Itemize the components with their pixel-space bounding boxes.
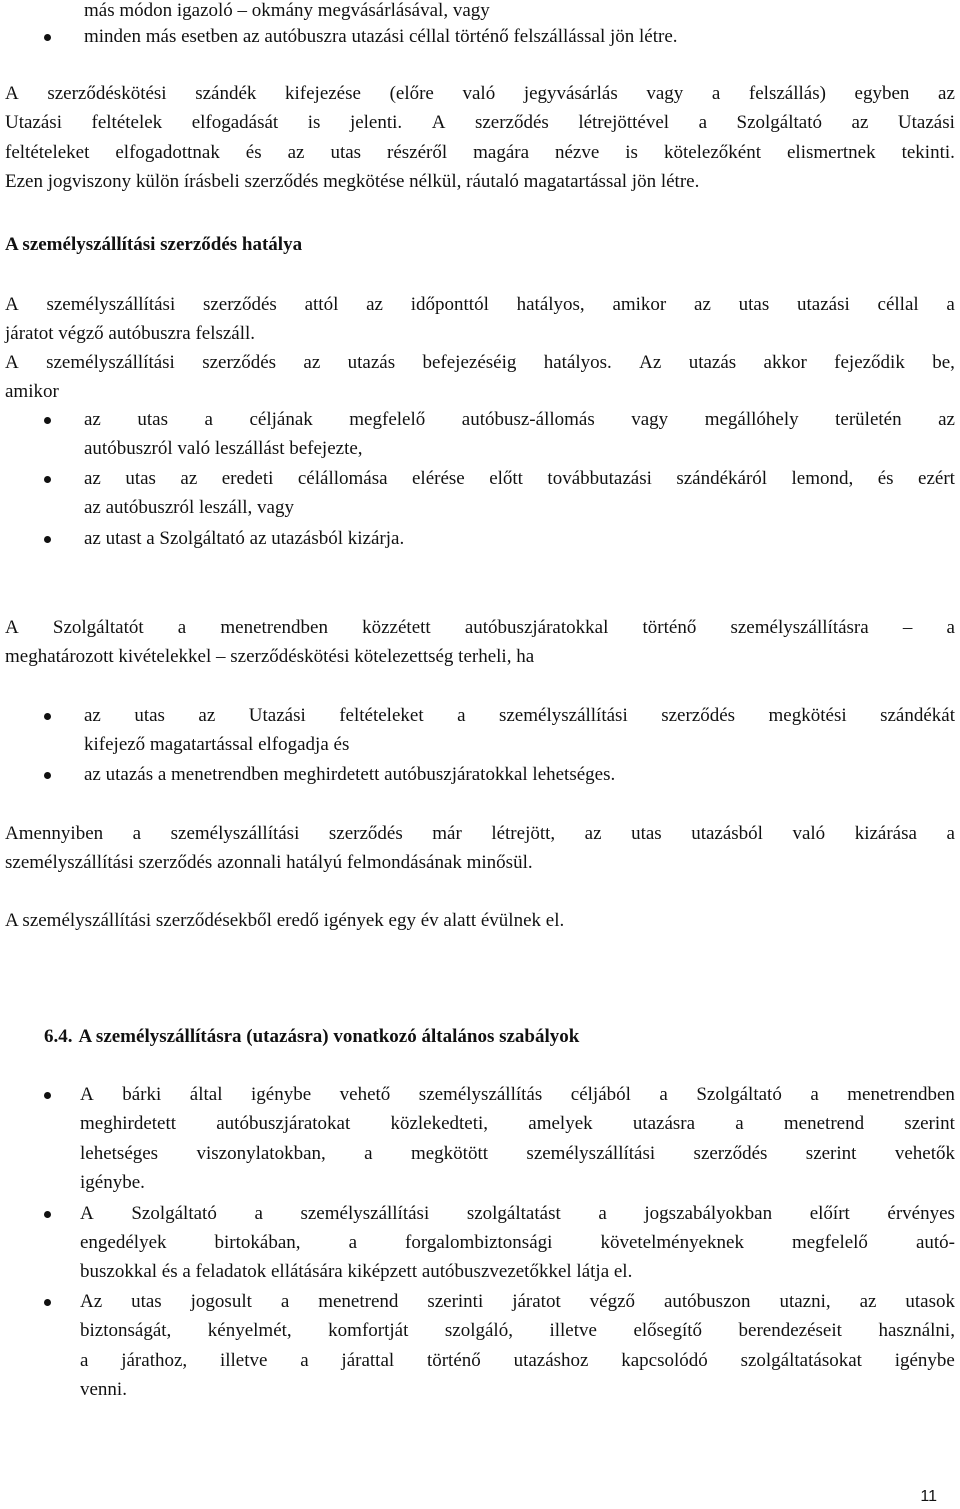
- list-item-line: igénybe.: [80, 1172, 145, 1193]
- paragraph-line: Amennyiben a személyszállítási szerződés már létrejött, az utas utazásból való kizárása a: [5, 823, 955, 844]
- list-item-line: kifejező magatartással elfogadja és: [84, 734, 350, 755]
- list-item-line: Az utas jogosult a menetrend szerinti járatot végző autóbuszon utazni, az utasok: [80, 1291, 955, 1312]
- bullet-icon: [44, 1299, 51, 1306]
- paragraph-line: A személyszállítási szerződésekből eredő igények egy év alatt évülnek el.: [5, 910, 565, 931]
- list-item-line: engedélyek birtokában, a forgalombiztonsági követelményeknek megfelelő autó-: [80, 1232, 955, 1253]
- section-title: A személyszállításra (utazásra) vonatkozó általános szabályok: [78, 1026, 580, 1047]
- list-item-line: lehetséges viszonylatokban, a megkötött személyszállítási szerződés szerint vehetők: [80, 1143, 955, 1164]
- paragraph-line: amikor: [5, 381, 59, 402]
- bullet-icon: [44, 772, 51, 779]
- bullet-icon: [44, 1211, 51, 1218]
- bullet-icon: [44, 713, 51, 720]
- page-number: 11: [920, 1488, 937, 1505]
- list-item-line: venni.: [80, 1379, 127, 1400]
- paragraph-line: A személyszállítási szerződés attól az időponttól hatályos, amikor az utas utazási céllal a: [5, 294, 955, 315]
- section-number: 6.4.: [44, 1026, 73, 1047]
- section-heading: A személyszállítási szerződés hatálya: [5, 234, 303, 255]
- paragraph-line: A Szolgáltatót a menetrendben közzétett autóbuszjáratokkal történő személyszállításra – a: [5, 617, 955, 638]
- list-item-line: biztonságát, kényelmét, komfortját szolgáló, illetve elősegítő berendezéseit használni,: [80, 1320, 955, 1341]
- paragraph-line: meghatározott kivételekkel – szerződéskötési kötelezettség terheli, ha: [5, 646, 535, 667]
- list-item-line: A Szolgáltató a személyszállítási szolgáltatást a jogszabályokban előírt érvényes: [80, 1203, 955, 1224]
- bullet-icon: [44, 476, 51, 483]
- bullet-icon: [44, 417, 51, 424]
- paragraph-line: személyszállítási szerződés azonnali hatályú felmondásának minősül.: [5, 852, 533, 873]
- list-item-line: az utast a Szolgáltató az utazásból kizárja.: [84, 528, 405, 549]
- list-item-line: A bárki által igénybe vehető személyszállítás céljából a Szolgáltató a menetrendben: [80, 1084, 955, 1105]
- list-item-line: az utazás a menetrendben meghirdetett autóbuszjáratokkal lehetséges.: [84, 764, 616, 785]
- paragraph-line: A szerződéskötési szándék kifejezése (előre való jegyvásárlás vagy a felszállás) egyben az: [5, 83, 955, 104]
- bullet-icon: [44, 1092, 51, 1099]
- list-item-line: az utas az eredeti célállomása elérése előtt továbbutazási szándékáról lemond, és ezért: [84, 468, 955, 489]
- paragraph-line: A személyszállítási szerződés az utazás befejezéséig hatályos. Az utazás akkor fejeződik be,: [5, 352, 955, 373]
- bullet-icon: [44, 34, 51, 41]
- bullet-icon: [44, 536, 51, 543]
- list-item-line: meghirdetett autóbuszjáratokat közlekedteti, amelyek utazásra a menetrend szerint: [80, 1113, 955, 1134]
- list-item-line: az autóbuszról leszáll, vagy: [84, 497, 294, 518]
- list-item: más módon igazoló – okmány megvásárlásával, vagy: [84, 0, 490, 21]
- list-item: minden más esetben az autóbuszra utazási céllal történő felszállással jön létre.: [84, 26, 678, 47]
- paragraph-line: Utazási feltételek elfogadását is jelenti. A szerződés létrejöttével a Szolgáltató az Utazási: [5, 112, 955, 133]
- list-item-line: az utas az Utazási feltételeket a személyszállítási szerződés megkötési szándékát: [84, 705, 955, 726]
- section-heading: [44, 1025, 579, 1049]
- paragraph-line: feltételeket elfogadottnak és az utas részéről magára nézve is kötelezőként elismertnek tekinti.: [5, 142, 955, 163]
- list-item-line: az utas a céljának megfelelő autóbusz-állomás vagy megállóhely területén az: [84, 409, 955, 430]
- paragraph-line: Ezen jogviszony külön írásbeli szerződés megkötése nélkül, ráutaló magatartással jön létre.: [5, 171, 700, 192]
- list-item-line: buszokkal és a feladatok ellátására kiképzett autóbuszvezetőkkel látja el.: [80, 1261, 633, 1282]
- list-item-line: autóbuszról való leszállást befejezte,: [84, 438, 363, 459]
- paragraph-line: járatot végző autóbuszra felszáll.: [5, 323, 256, 344]
- list-item-line: a járathoz, illetve a járattal történő utazáshoz kapcsolódó szolgáltatásokat igénybe: [80, 1350, 955, 1371]
